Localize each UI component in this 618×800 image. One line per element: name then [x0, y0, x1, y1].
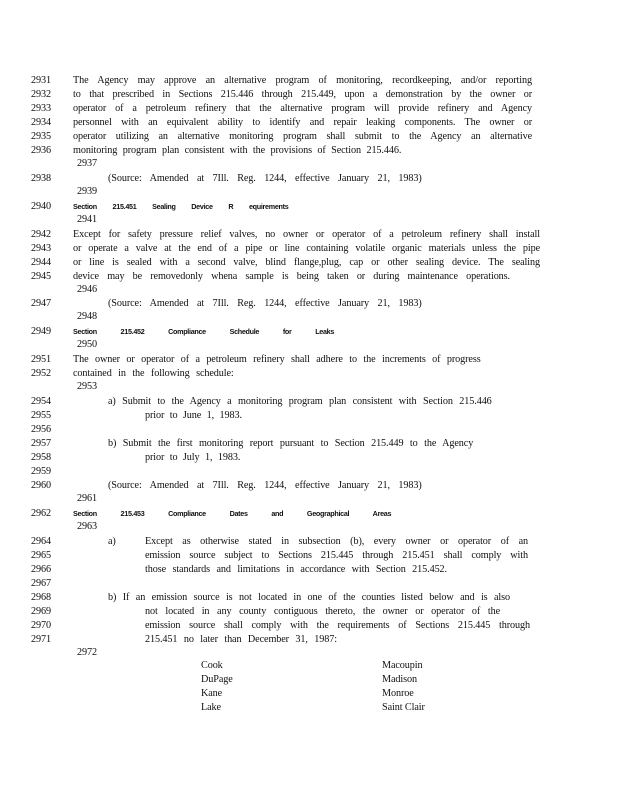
body-text: or line is sealed with a second valve, blind flange,plug, cap or other sealing device. The sealing [73, 257, 540, 268]
county-row [0, 673, 618, 686]
line-number: 2965 [31, 550, 51, 561]
line-number: 2942 [31, 229, 51, 240]
line-2940 [0, 200, 618, 213]
county-name: Lake [201, 702, 221, 713]
line-2971 [0, 633, 618, 646]
line-2947 [0, 297, 618, 310]
line-2942 [0, 228, 618, 241]
section-heading: Section 215.451 Sealing Device R equirements [73, 202, 289, 211]
body-text: contained in the following schedule: [73, 368, 234, 379]
line-number: 2933 [31, 103, 51, 114]
body-text: operator of a petroleum refinery that the alternative program will provide refinery and Agency [73, 103, 532, 114]
county-name: Cook [201, 660, 223, 671]
body-text: or operate a valve at the end of a pipe or line containing volatile organic materials unless the pipe [73, 243, 540, 254]
line-2935 [0, 130, 618, 143]
line-number: 2960 [31, 480, 51, 491]
line-2953 [0, 380, 618, 393]
line-2933 [0, 102, 618, 115]
county-name: Madison [382, 674, 417, 685]
county-name: Kane [201, 688, 223, 699]
line-number: 2943 [31, 243, 51, 254]
line-2946 [0, 283, 618, 296]
line-2936 [0, 144, 618, 157]
section-heading: Section 215.452 Compliance Schedule for Leaks [73, 327, 335, 336]
line-number: 2969 [31, 606, 51, 617]
source-note: (Source: Amended at 7Ill. Reg. 1244, effective January 21, 1983) [108, 480, 422, 491]
line-number: 2948 [77, 311, 97, 322]
line-2970 [0, 619, 618, 632]
line-2966 [0, 563, 618, 576]
line-2956 [0, 423, 618, 436]
line-number: 2947 [31, 298, 51, 309]
line-number: 2970 [31, 620, 51, 631]
county-row [0, 659, 618, 672]
line-number: 2963 [77, 521, 97, 532]
line-2948 [0, 310, 618, 323]
line-2968 [0, 591, 618, 604]
line-number: 2953 [77, 381, 97, 392]
line-2937 [0, 157, 618, 170]
body-text: monitoring program plan consistent with the provisions of Section 215.446. [73, 145, 402, 156]
line-number: 2938 [31, 173, 51, 184]
line-number: 2934 [31, 117, 51, 128]
line-2954 [0, 395, 618, 408]
line-2958 [0, 451, 618, 464]
list-item-text: those standards and limitations in accordance with Section 215.452. [145, 564, 447, 575]
list-item-text: Except as otherwise stated in subsection (b), every owner or operator of an [145, 536, 528, 547]
source-note: (Source: Amended at 7Ill. Reg. 1244, effective January 21, 1983) [108, 173, 422, 184]
line-number: 2932 [31, 89, 51, 100]
line-number: 2937 [77, 158, 97, 169]
line-2972 [0, 646, 618, 659]
list-item-text: prior to July 1, 1983. [145, 452, 241, 463]
list-label: a) [108, 536, 116, 547]
line-2944 [0, 256, 618, 269]
line-2945 [0, 270, 618, 283]
list-item-b: b) Submit the first monitoring report pursuant to Section 215.449 to the Agency [108, 438, 474, 449]
body-text: device may be removedonly whena sample is being taken or during maintenance operations. [73, 271, 510, 282]
line-2960 [0, 479, 618, 492]
body-text: The owner or operator of a petroleum refinery shall adhere to the increments of progress [73, 354, 481, 365]
line-2952 [0, 367, 618, 380]
list-item-text: prior to June 1, 1983. [145, 410, 242, 421]
line-number: 2931 [31, 75, 51, 86]
list-item-b: b) If an emission source is not located in one of the counties listed below and is also [108, 592, 510, 603]
line-number: 2972 [77, 647, 97, 658]
county-name: DuPage [201, 674, 233, 685]
line-2950 [0, 338, 618, 351]
line-2941 [0, 213, 618, 226]
line-number: 2936 [31, 145, 51, 156]
line-number: 2961 [77, 493, 97, 504]
line-number: 2940 [31, 201, 51, 212]
line-2963 [0, 520, 618, 533]
line-number: 2955 [31, 410, 51, 421]
line-number: 2958 [31, 452, 51, 463]
line-2967 [0, 577, 618, 590]
line-number: 2951 [31, 354, 51, 365]
list-item-text: not located in any county contiguous thereto, the owner or operator of the [145, 606, 500, 617]
line-2964 [0, 535, 618, 548]
line-number: 2941 [77, 214, 97, 225]
line-number: 2945 [31, 271, 51, 282]
line-2938 [0, 172, 618, 185]
line-2951 [0, 353, 618, 366]
line-2932 [0, 88, 618, 101]
section-heading: Section 215.453 Compliance Dates and Geographical Areas [73, 509, 392, 518]
line-2957 [0, 437, 618, 450]
line-2962 [0, 507, 618, 520]
body-text: operator utilizing an alternative monitoring program shall submit to the Agency an alternative [73, 131, 532, 142]
line-number: 2949 [31, 326, 51, 337]
line-2969 [0, 605, 618, 618]
line-number: 2964 [31, 536, 51, 547]
body-text: The Agency may approve an alternative program of monitoring, recordkeeping, and/or reporting [73, 75, 532, 86]
line-2931 [0, 74, 618, 87]
line-number: 2952 [31, 368, 51, 379]
line-number: 2957 [31, 438, 51, 449]
county-name: Macoupin [382, 660, 423, 671]
line-2961 [0, 492, 618, 505]
county-row [0, 687, 618, 700]
line-2965 [0, 549, 618, 562]
list-item-text: emission source subject to Sections 215.445 through 215.451 shall comply with [145, 550, 528, 561]
body-text: Except for safety pressure relief valves, no owner or operator of a petroleum refinery shall install [73, 229, 540, 240]
source-note: (Source: Amended at 7Ill. Reg. 1244, effective January 21, 1983) [108, 298, 422, 309]
line-number: 2967 [31, 578, 51, 589]
line-number: 2935 [31, 131, 51, 142]
line-2934 [0, 116, 618, 129]
line-2943 [0, 242, 618, 255]
line-number: 2939 [77, 186, 97, 197]
line-2939 [0, 185, 618, 198]
line-number: 2971 [31, 634, 51, 645]
line-number: 2950 [77, 339, 97, 350]
line-number: 2954 [31, 396, 51, 407]
line-2955 [0, 409, 618, 422]
county-name: Monroe [382, 688, 414, 699]
line-number: 2962 [31, 508, 51, 519]
line-2959 [0, 465, 618, 478]
line-number: 2944 [31, 257, 51, 268]
line-2949 [0, 325, 618, 338]
line-number: 2946 [77, 284, 97, 295]
list-item-text: 215.451 no later than December 31, 1987: [145, 634, 338, 645]
line-number: 2956 [31, 424, 51, 435]
line-number: 2959 [31, 466, 51, 477]
list-item-a: a) Submit to the Agency a monitoring program plan consistent with Section 215.446 [108, 396, 492, 407]
line-number: 2966 [31, 564, 51, 575]
body-text: to that prescribed in Sections 215.446 through 215.449, upon a demonstration by the owner or [73, 89, 532, 100]
body-text: personnel with an equivalent ability to identify and repair leaking components. The owner or [73, 117, 532, 128]
county-name: Saint Clair [382, 702, 425, 713]
line-number: 2968 [31, 592, 51, 603]
list-item-text: emission source shall comply with the requirements of Sections 215.445 through [145, 620, 530, 631]
county-row [0, 701, 618, 714]
